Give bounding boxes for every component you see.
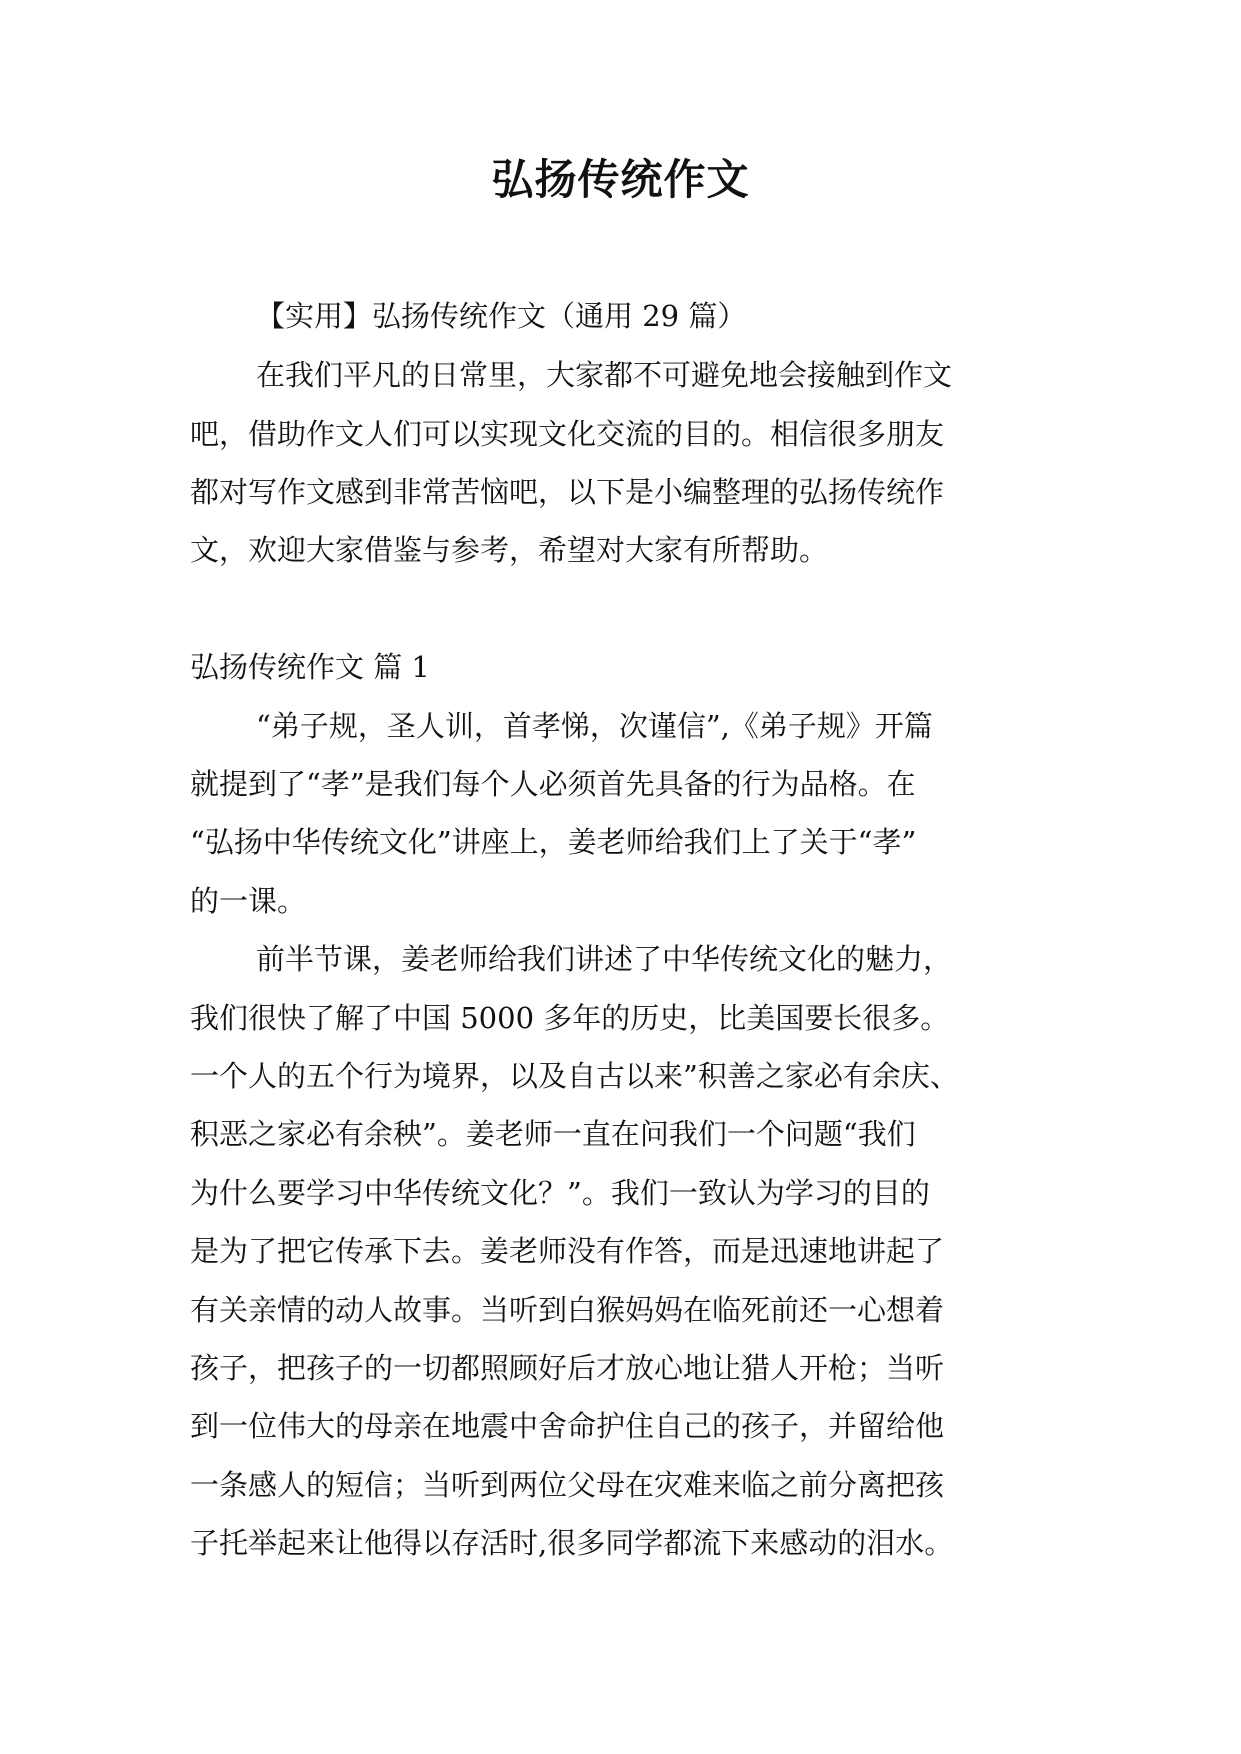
intro-line-1: 在我们平凡的日常里，大家都不可避免地会接触到作文 xyxy=(256,358,953,392)
section-heading: 弘扬传统作文 篇 1 xyxy=(190,650,430,684)
paragraph1-line-1: “弟子规，圣人训，首孝悌，次谨信”,《弟子规》开篇 xyxy=(256,709,933,743)
intro-line-4: 文，欢迎大家借鉴与参考，希望对大家有所帮助。 xyxy=(190,533,829,567)
paragraph2-line-11: 子托举起来让他得以存活时,很多同学都流下来感动的泪水。 xyxy=(190,1526,954,1560)
paragraph2-line-3: 一个人的五个行为境界，以及自古以来”积善之家必有余庆、 xyxy=(190,1059,959,1093)
paragraph2-line-1: 前半节课，姜老师给我们讲述了中华传统文化的魅力， xyxy=(256,942,953,976)
paragraph1-line-3: “弘扬中华传统文化”讲座上，姜老师给我们上了关于“孝” xyxy=(190,825,917,859)
intro-subtitle: 【实用】弘扬传统作文（通用 29 篇） xyxy=(256,299,747,333)
paragraph2-line-2: 我们很快了解了中国 5000 多年的历史，比美国要长很多。 xyxy=(190,1001,950,1035)
paragraph2-line-7: 有关亲情的动人故事。当听到白猴妈妈在临死前还一心想着 xyxy=(190,1293,945,1327)
paragraph2-line-8: 孩子，把孩子的一切都照顾好后才放心地让猎人开枪；当听 xyxy=(190,1351,945,1385)
intro-line-2: 吧，借助作文人们可以实现文化交流的目的。相信很多朋友 xyxy=(190,417,945,451)
paragraph2-line-6: 是为了把它传承下去。姜老师没有作答，而是迅速地讲起了 xyxy=(190,1234,945,1268)
paragraph2-line-10: 一条感人的短信；当听到两位父母在灾难来临之前分离把孩 xyxy=(190,1468,945,1502)
paragraph2-line-9: 到一位伟大的母亲在地震中舍命护住自己的孩子，并留给他 xyxy=(190,1409,945,1443)
paragraph1-line-2: 就提到了“孝”是我们每个人必须首先具备的行为品格。在 xyxy=(190,767,916,801)
paragraph2-line-5: 为什么要学习中华传统文化？”。我们一致认为学习的目的 xyxy=(190,1176,930,1210)
paragraph2-line-4: 积恶之家必有余秧”。姜老师一直在问我们一个问题“我们 xyxy=(190,1117,916,1151)
intro-line-3: 都对写作文感到非常苦恼吧，以下是小编整理的弘扬传统作 xyxy=(190,475,945,509)
document-title: 弘扬传统作文 xyxy=(491,155,750,204)
paragraph1-line-4: 的一课。 xyxy=(190,884,307,918)
